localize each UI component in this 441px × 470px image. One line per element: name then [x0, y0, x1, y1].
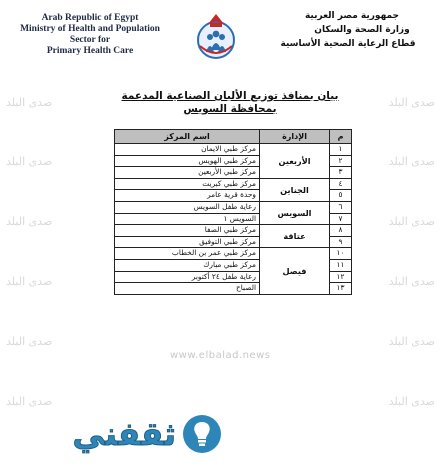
header-ar-line: وزارة الصحة والسكان	[314, 25, 410, 35]
center-name: مركز طبي الهويس	[115, 155, 260, 167]
center-name: مركز طبي مبارك	[115, 259, 260, 271]
row-num: ٦	[330, 201, 352, 213]
ministry-logo-icon	[190, 10, 242, 62]
admin-cell: فيصل	[260, 248, 330, 294]
watermark-row	[0, 395, 441, 408]
row-num: ٨	[330, 225, 352, 237]
admin-cell: الجناين	[260, 178, 330, 201]
center-name: مركز طبي الأربعين	[115, 167, 260, 179]
center-name: السويس ١	[115, 213, 260, 225]
header-center: اسم المركز	[115, 130, 260, 144]
row-num: ١٠	[330, 248, 352, 260]
row-num: ٥	[330, 190, 352, 202]
watermark-row	[0, 335, 441, 348]
header-en-line: Ministry of Health and Population	[20, 24, 160, 34]
table-row	[115, 248, 352, 260]
center-name: مركز طبي كبريت	[115, 178, 260, 190]
watermark-text: صدى البلد	[388, 96, 435, 109]
brand-logo	[16, 412, 246, 462]
row-num: ٤	[330, 178, 352, 190]
watermark-text: صدى البلد	[388, 275, 435, 288]
row-num: ١٣	[330, 283, 352, 295]
header-en-line: Arab Republic of Egypt	[41, 13, 139, 23]
row-num: ٣	[330, 167, 352, 179]
brand-name: ثقفني	[72, 415, 176, 453]
watermark-text: صدى البلد	[6, 275, 53, 288]
watermark-text: صدى البلد	[6, 215, 53, 228]
header-en-line: Sector for	[69, 35, 111, 45]
row-num: ١	[330, 144, 352, 156]
admin-cell: الأربعين	[260, 144, 330, 179]
distribution-outlets-table	[114, 129, 352, 295]
center-name: وحدة قرية عامر	[115, 190, 260, 202]
row-num: ٩	[330, 236, 352, 248]
table-row	[115, 201, 352, 213]
center-name: مركز طبي الايمان	[115, 144, 260, 156]
center-name: الصباح	[115, 283, 260, 295]
header-ar-line: قطاع الرعاية الصحية الأساسية	[280, 39, 416, 49]
center-name: مركز طبي الصفا	[115, 225, 260, 237]
center-name: مركز طبي عمر بن الخطاب	[115, 248, 260, 260]
row-num: ٢	[330, 155, 352, 167]
header-english	[14, 13, 166, 57]
center-name: رعاية طفل ٢٤ أكتوبر	[115, 271, 260, 283]
watermark-text: صدى البلد	[6, 96, 53, 109]
watermark-text: صدى البلد	[6, 395, 53, 408]
row-num: ١١	[330, 259, 352, 271]
watermark-url: www.elbalad.news	[170, 350, 271, 361]
watermark-text: صدى البلد	[6, 335, 53, 348]
row-num: ١٢	[330, 271, 352, 283]
center-name: مركز طبي التوفيق	[115, 236, 260, 248]
header-ar-line: جمهورية مصر العربية	[304, 11, 400, 21]
row-num: ٧	[330, 213, 352, 225]
admin-cell: عتاقة	[260, 225, 330, 248]
title-line: بمحافظة السويس	[183, 103, 277, 115]
header-num: م	[330, 130, 352, 144]
header-admin: الإدارة	[260, 130, 330, 144]
watermark-text: صدى البلد	[388, 395, 435, 408]
table-header-row	[115, 130, 352, 144]
table-row	[115, 144, 352, 156]
lightbulb-icon	[182, 414, 222, 454]
watermark-text: صدى البلد	[388, 335, 435, 348]
document-title	[110, 90, 350, 116]
header-arabic	[277, 9, 427, 51]
watermark-text: صدى البلد	[388, 215, 435, 228]
watermark-text: صدى البلد	[388, 155, 435, 168]
admin-cell: السويس	[260, 201, 330, 224]
title-line: بيان بمنافذ توزيع الألبان الصناعية المدعمة	[121, 90, 339, 102]
table-row	[115, 225, 352, 237]
center-name: رعاية طفل السويس	[115, 201, 260, 213]
table-row	[115, 178, 352, 190]
watermark-text: صدى البلد	[6, 155, 53, 168]
header-en-line: Primary Health Care	[46, 46, 134, 56]
